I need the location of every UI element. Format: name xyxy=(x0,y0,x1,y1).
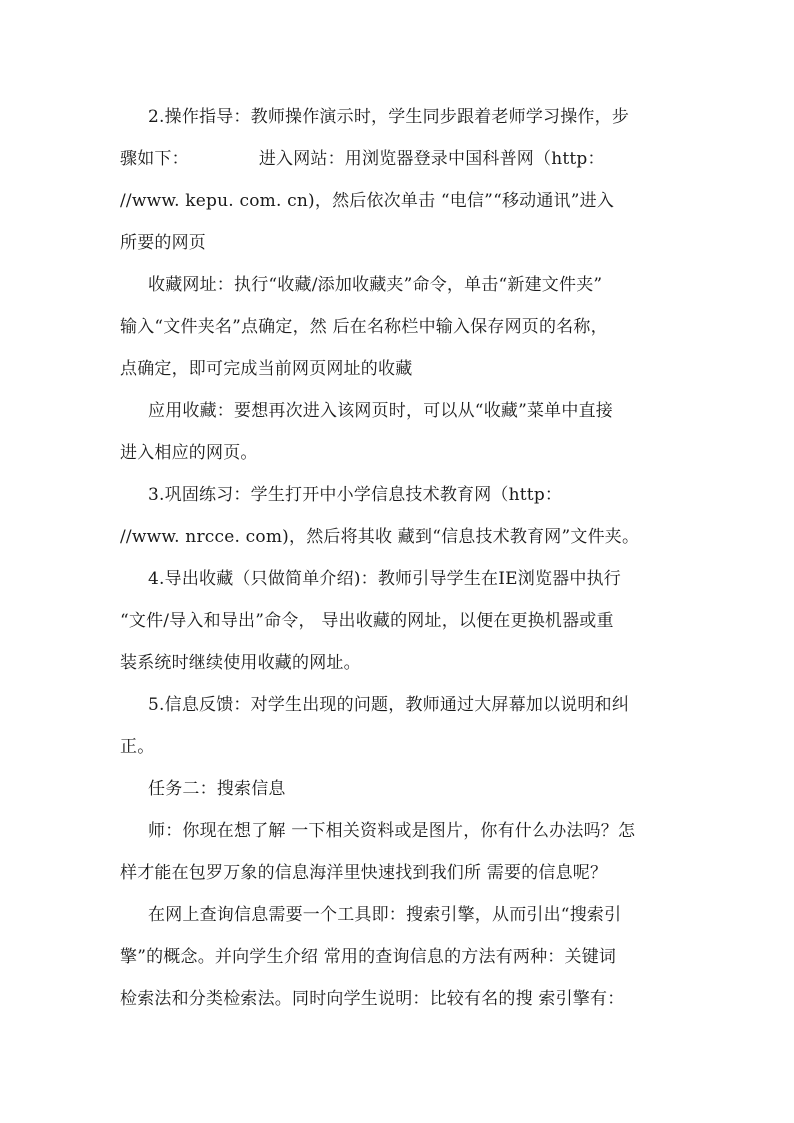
text-line: 检索法和分类检索法。同时向学生说明：比较有名的搜 索引擎有： xyxy=(120,989,625,1009)
text-line: //www. kepu. com. cn)，然后依次单击 “电信”“移动通讯”进入 xyxy=(120,191,615,211)
text-line: 师：你现在想了解 一下相关资料或是图片，你有什么办法吗？怎 xyxy=(148,821,636,841)
text-line: 5.信息反馈：对学生出现的问题，教师通过大屏幕加以说明和纠 xyxy=(148,695,630,715)
text-line: 应用收藏：要想再次进入该网页时，可以从“收藏”菜单中直接 xyxy=(148,401,613,421)
text-line: “文件/导入和导出”命令， 导出收藏的网址，以便在更换机器或重 xyxy=(120,611,614,631)
text-line: 所要的网页 xyxy=(120,233,206,253)
text-line: 任务二：搜索信息 xyxy=(148,779,286,799)
paragraph-search-engine xyxy=(120,894,676,1020)
text-line: //www. nrcce. com)，然后将其收 藏到“信息技术教育网”文件夹。 xyxy=(120,527,640,547)
document-body xyxy=(120,96,676,1020)
text-line: 装系统时继续使用收藏的网址。 xyxy=(120,653,361,673)
paragraph-step-3 xyxy=(120,474,676,558)
text-line: 擎”的概念。并向学生介绍 常用的查询信息的方法有两种：关键词 xyxy=(120,947,617,967)
paragraph-apply-bookmark xyxy=(120,390,676,474)
text-line: 4.导出收藏（只做简单介绍)：教师引导学生在IE浏览器中执行 xyxy=(148,569,621,589)
text-segment: 骤如下： xyxy=(120,149,189,169)
text-line: 收藏网址：执行“收藏/添加收藏夹”命令，单击“新建文件夹” xyxy=(148,275,603,295)
text-line: 样才能在包罗万象的信息海洋里快速找到我们所 需要的信息呢？ xyxy=(120,863,608,883)
paragraph-bookmark-url xyxy=(120,264,676,390)
text-line: 输入“文件夹名”点确定，然 后在名称栏中输入保存网页的名称， xyxy=(120,317,608,337)
text-line: 点确定，即可完成当前网页网址的收藏 xyxy=(120,359,413,379)
text-line: 在网上查询信息需要一个工具即：搜索引擎，从而引出“搜索引 xyxy=(148,905,622,925)
text-line: 3.巩固练习：学生打开中小学信息技术教育网（http： xyxy=(148,485,563,505)
paragraph-teacher-question xyxy=(120,810,676,894)
heading-task-2 xyxy=(120,768,676,810)
paragraph-step-5 xyxy=(120,684,676,768)
text-line xyxy=(120,138,676,180)
paragraph-step-4 xyxy=(120,558,676,684)
text-line: 正。 xyxy=(120,737,155,757)
text-segment: 进入网站：用浏览器登录中国科普网（http： xyxy=(258,149,605,169)
paragraph-step-2 xyxy=(120,96,676,264)
text-line: 2.操作指导：教师操作演示时，学生同步跟着老师学习操作，步 xyxy=(148,107,630,127)
text-line: 进入相应的网页。 xyxy=(120,443,258,463)
